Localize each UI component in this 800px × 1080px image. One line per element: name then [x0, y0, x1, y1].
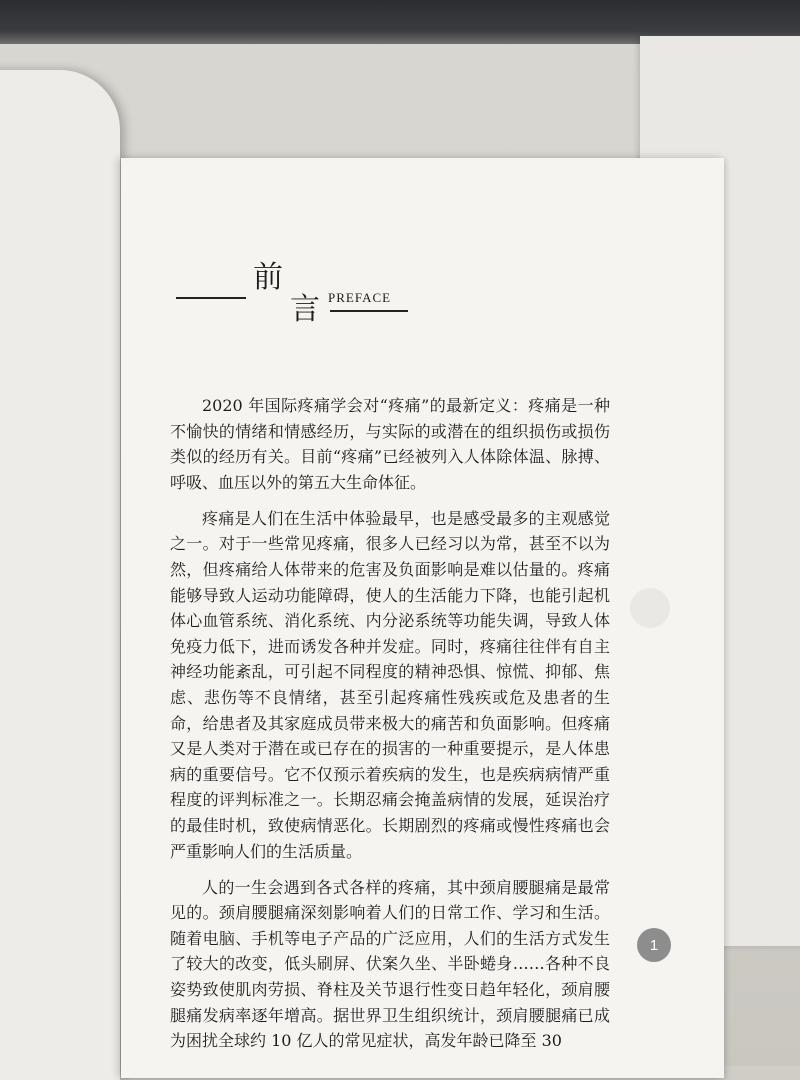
heading-char-2: 言	[290, 292, 320, 327]
preface-label: PREFACE	[328, 290, 392, 305]
left-curled-page	[0, 70, 120, 1080]
heading-rule-left	[176, 297, 246, 299]
paragraph: 人的一生会遇到各式各样的疼痛，其中颈肩腰腿痛是最常见的。颈肩腰腿痛深刻影响着人们的日常工作、学习和生活。随着电脑、手机等电子产品的广泛应用，人们的生活方式发生了较大的改变，低头刷屏、伏案久坐、半卧蜷身……各种不良姿势致使肌肉劳损、脊柱及关节退行性变日趋年轻化，颈肩腰腿痛发病率逐年增高。据世界卫生组织统计，颈肩腰腿痛已成为困扰全球约 10 亿人的常见症状，高发年龄已降至 30	[170, 877, 610, 1051]
body-text	[170, 393, 610, 1064]
bleed-through-mark	[630, 588, 670, 628]
heading-rule-right	[330, 310, 408, 312]
page-number: 1	[649, 936, 659, 954]
heading-char-1: 前	[253, 260, 283, 295]
paragraph: 疼痛是人们在生活中体验最早，也是感受最多的主观感觉之一。对于一些常见疼痛，很多人已经习以为常，甚至不以为然，但疼痛给人体带来的危害及负面影响是难以估量的。疼痛能够导致人运动功能障碍，使人的生活能力下降，也能引起机体心血管系统、消化系统、内分泌系统等功能失调，导致人体免疫力低下，进而诱发各种并发症。同时，疼痛往往伴有自主神经功能紊乱，可引起不同程度的精神恐惧、惊慌、抑郁、焦虑、悲伤等不良情绪，甚至引起疼痛性残疾或危及患者的生命，给患者及其家庭成员带来极大的痛苦和负面影响。但疼痛又是人类对于潜在或已存在的损害的一种重要提示，是人体患病的重要信号。它不仅预示着疾病的发生，也是疾病病情严重程度的评判标准之一。长期忍痛会掩盖病情的发展，延误治疗的最佳时机，致使病情恶化。长期剧烈的疼痛或慢性疼痛也会严重影响人们的生活质量。	[170, 508, 610, 861]
page-number-badge	[637, 928, 671, 962]
paragraph: 2020 年国际疼痛学会对“疼痛”的最新定义：疼痛是一种不愉快的情绪和情感经历，与实际的或潜在的组织损伤或损伤类似的经历有关。目前“疼痛”已经被列入人体除体温、脉搏、呼吸、血压以外的第五大生命体征。	[170, 396, 610, 492]
